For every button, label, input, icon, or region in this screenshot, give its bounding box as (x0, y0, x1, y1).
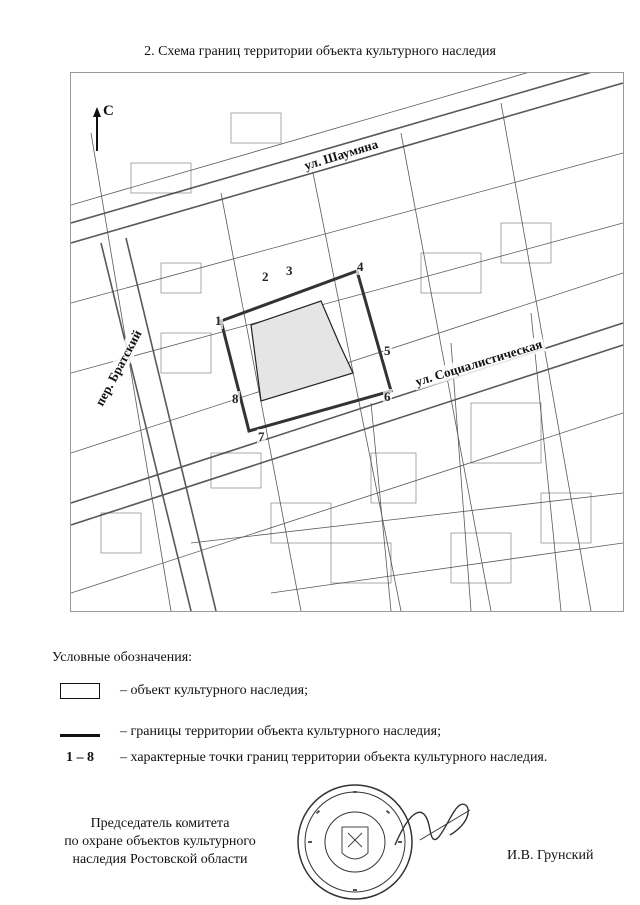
street-label-socialist: ул. Социалистическая (412, 336, 546, 391)
legend-line-symbol (60, 734, 100, 737)
point-label: 7 (258, 429, 265, 444)
north-arrow (93, 103, 123, 153)
point-label: 1 (215, 313, 222, 328)
legend-box-symbol (60, 683, 100, 699)
signatory-name: И.В. Грунский (507, 848, 594, 863)
legend-text: – границы территории объекта культурного наследия; (120, 724, 441, 739)
legend-item-object (60, 683, 308, 699)
street-label-shaumyana: ул. Шаумяна (300, 136, 381, 175)
handwritten-signature (390, 790, 480, 860)
legend-number-symbol: 1 – 8 (66, 750, 94, 765)
legend-item-points (60, 750, 548, 766)
legend-text: – объект культурного наследия; (120, 683, 308, 698)
signatory-position (40, 815, 280, 869)
legend-text: – характерные точки границ территории объекта культурного наследия. (120, 750, 548, 765)
page-title: 2. Схема границ территории объекта культурного наследия (144, 44, 496, 59)
street-label-bratsky: пер. Братский (91, 326, 146, 411)
position-line: наследия Ростовской области (72, 852, 248, 867)
point-label: 2 (262, 269, 269, 284)
north-label: С (103, 103, 114, 119)
legend-title: Условные обозначения: (52, 650, 193, 665)
boundary-map (70, 72, 624, 612)
position-line: Председатель комитета (90, 816, 230, 831)
point-label: 5 (384, 343, 391, 358)
point-label: 8 (232, 391, 239, 406)
position-line: по охране объектов культурного (64, 834, 256, 849)
legend-item-boundary (60, 724, 441, 740)
point-label: 3 (286, 263, 293, 278)
point-label: 4 (357, 259, 364, 274)
point-label: 6 (384, 389, 391, 404)
